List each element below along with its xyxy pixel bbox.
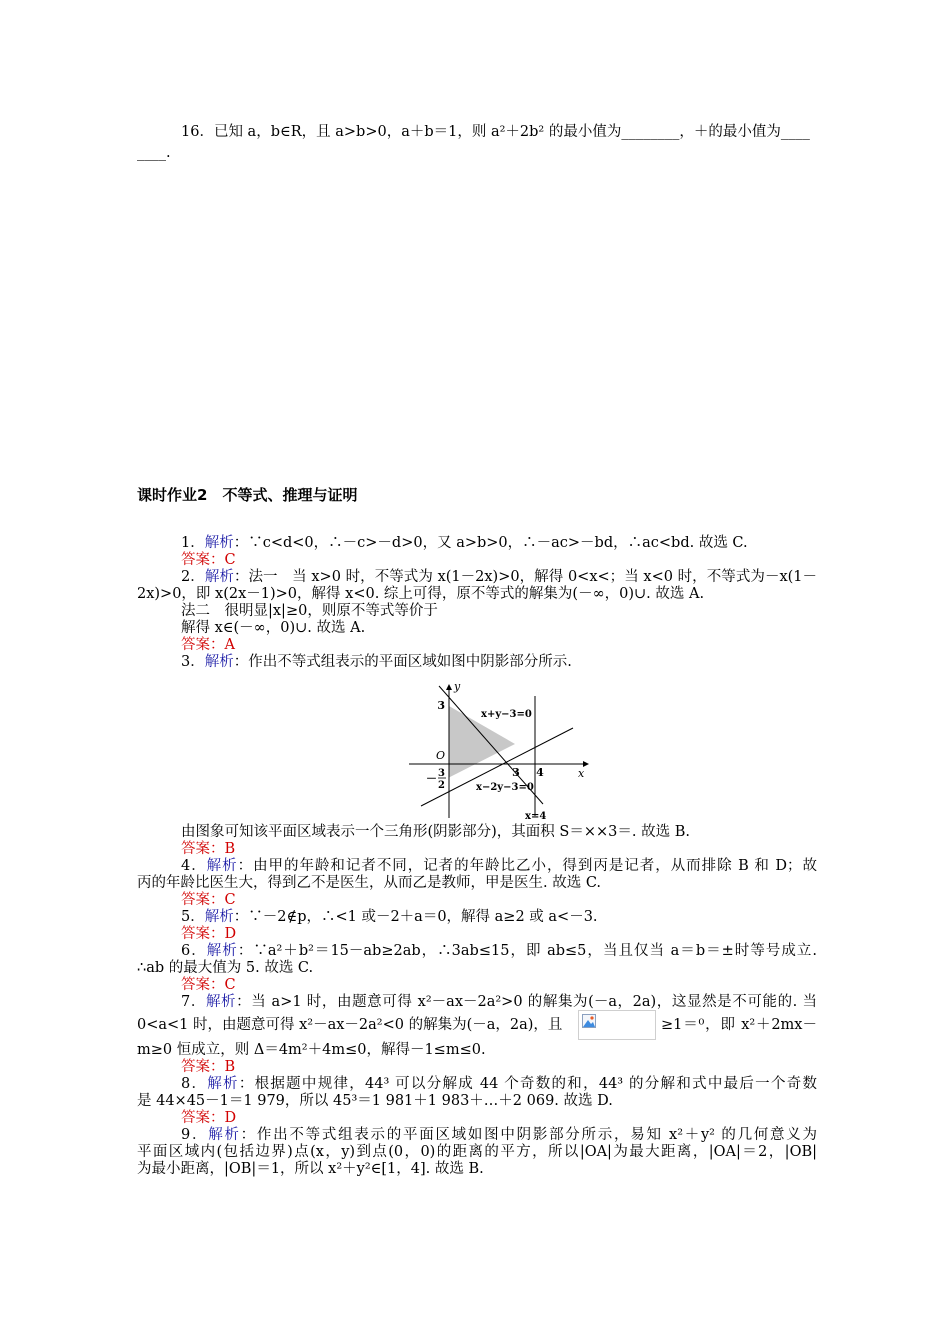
analysis-tag: 解析 <box>208 1127 241 1143</box>
neg-sign-label: － <box>426 772 437 785</box>
answer-8: 答案：D <box>181 1110 237 1126</box>
solution-7-line-3: m≥0 恒成立，则 Δ＝4m²＋4m≤0，解得－1≤m≤0. <box>137 1042 486 1058</box>
answer-4: 答案：C <box>181 892 236 908</box>
y-intercept-label: 3 <box>437 699 445 712</box>
y-axis-arrow <box>446 684 452 690</box>
equation-label-1: x+y−3=0 <box>481 709 532 720</box>
y-axis-label: y <box>454 680 461 693</box>
embedded-image-placeholder <box>578 1010 656 1040</box>
x-axis-label: x <box>578 767 585 780</box>
analysis-tag: 解析 <box>206 943 238 959</box>
equation-label-2: x−2y−3=0 <box>476 782 534 793</box>
solution-9-line-2: 平面区域内(包括边界)点(x，y)到点(0，0)的距离的平方，所以|OA|为最大距离，|OA|＝2，|OB| <box>137 1144 817 1160</box>
solution-2-line-2: 2x)>0，即 x(2x－1)>0，解得 x<0. 综上可得，原不等式的解集为(－∞，0)∪. 故选 A. <box>137 586 705 602</box>
fraction-denominator: 2 <box>438 780 445 791</box>
solution-7-line-1: 7．解析：当 a>1 时，由题意可得 x²－ax－2a²>0 的解集为(－a，2a)，这显然是不可能的. 当 <box>181 994 818 1010</box>
solution-7-line-2a: 0<a<1 时，由题意可得 x²－ax－2a²<0 的解集为(－a，2a)，且 <box>137 1017 563 1033</box>
solution-3-line-1: 3．解析：作出不等式组表示的平面区域如图中阴影部分所示. <box>181 654 572 670</box>
solution-2-line-1: 2．解析：法一 当 x>0 时，不等式为 x(1－2x)>0，解得 0<x<；当 x<0 时，不等式为－x(1－ <box>181 569 818 585</box>
solution-6-line-2: ∴ab 的最大值为 5. 故选 C. <box>137 960 314 976</box>
answer-6: 答案：C <box>181 977 236 993</box>
origin-label: O <box>435 749 445 762</box>
solution-5: 5．解析：∵－2∉p，∴<1 或－2＋a＝0，解得 a≥2 或 a<－3. <box>181 909 598 925</box>
solution-7-line-2b: ≥1＝⁰，即 x²＋2mx－ <box>661 1017 817 1033</box>
equation-label-3: x=4 <box>525 811 547 822</box>
solution-8-line-1: 8．解析：根据题中规律，44³ 可以分解成 44 个奇数的和，44³ 的分解和式中最后一个奇数 <box>181 1076 817 1092</box>
analysis-tag: 解析 <box>205 994 237 1010</box>
fraction-numerator: 3 <box>438 768 445 779</box>
x-intercept-label: 3 <box>512 766 520 779</box>
section-title: 课时作业2 不等式、推理与证明 <box>137 486 358 504</box>
solution-1: 1．解析：∵c<d<0，∴－c>－d>0，又 a>b>0，∴－ac>－bd，∴ac<bd. 故选 C. <box>181 535 748 551</box>
answer-3: 答案：B <box>181 841 236 857</box>
question-16-line-1: 16．已知 a，b∈R，且 a>b>0，a＋b＝1，则 a²＋2b² 的最小值为________，＋的最小值为____ <box>181 124 810 140</box>
answer-5: 答案：D <box>181 926 237 942</box>
analysis-tag: 解析 <box>204 569 234 585</box>
solution-3-line-2: 由图象可知该平面区域表示一个三角形(阴影部分)，其面积 S＝××3＝. 故选 B. <box>181 824 690 840</box>
analysis-tag: 解析 <box>206 858 238 874</box>
question-16-line-2: ____. <box>137 145 171 161</box>
broken-image-icon <box>582 1014 596 1028</box>
analysis-tag: 解析 <box>204 535 234 551</box>
analysis-tag: 解析 <box>207 1076 239 1092</box>
solution-2-line-3: 法二 很明显|x|≥0，则原不等式等价于 <box>181 603 438 619</box>
inequality-region-figure <box>405 672 595 824</box>
analysis-tag: 解析 <box>204 654 234 670</box>
solution-4-line-2: 丙的年龄比医生大，得到乙不是医生，从而乙是教师，甲是医生. 故选 C. <box>137 875 602 891</box>
solution-2-line-4: 解得 x∈(－∞，0)∪. 故选 A. <box>181 620 366 636</box>
answer-1: 答案：C <box>181 552 236 568</box>
solution-9-line-3: 为最小距离，|OB|＝1，所以 x²＋y²∈[1，4]. 故选 B. <box>137 1161 484 1177</box>
solution-6-line-1: 6．解析：∵a²＋b²＝15－ab≥2ab，∴3ab≤15，即 ab≤5，当且仅当 a＝b＝±时等号成立. <box>181 943 818 959</box>
analysis-tag: 解析 <box>204 909 234 925</box>
answer-2: 答案：A <box>181 637 235 653</box>
answer-7: 答案：B <box>181 1059 236 1075</box>
x-four-label: 4 <box>536 766 544 779</box>
solution-4-line-1: 4．解析：由甲的年龄和记者不同，记者的年龄比乙小，得到丙是记者，从而排除 B 和 D；故 <box>181 858 818 874</box>
solution-9-line-1: 9．解析：作出不等式组表示的平面区域如图中阴影部分所示，易知 x²＋y² 的几何意义为 <box>181 1127 818 1143</box>
solution-8-line-2: 是 44×45－1＝1 979，所以 45³＝1 981＋1 983＋…＋2 069. 故选 D. <box>137 1093 613 1109</box>
